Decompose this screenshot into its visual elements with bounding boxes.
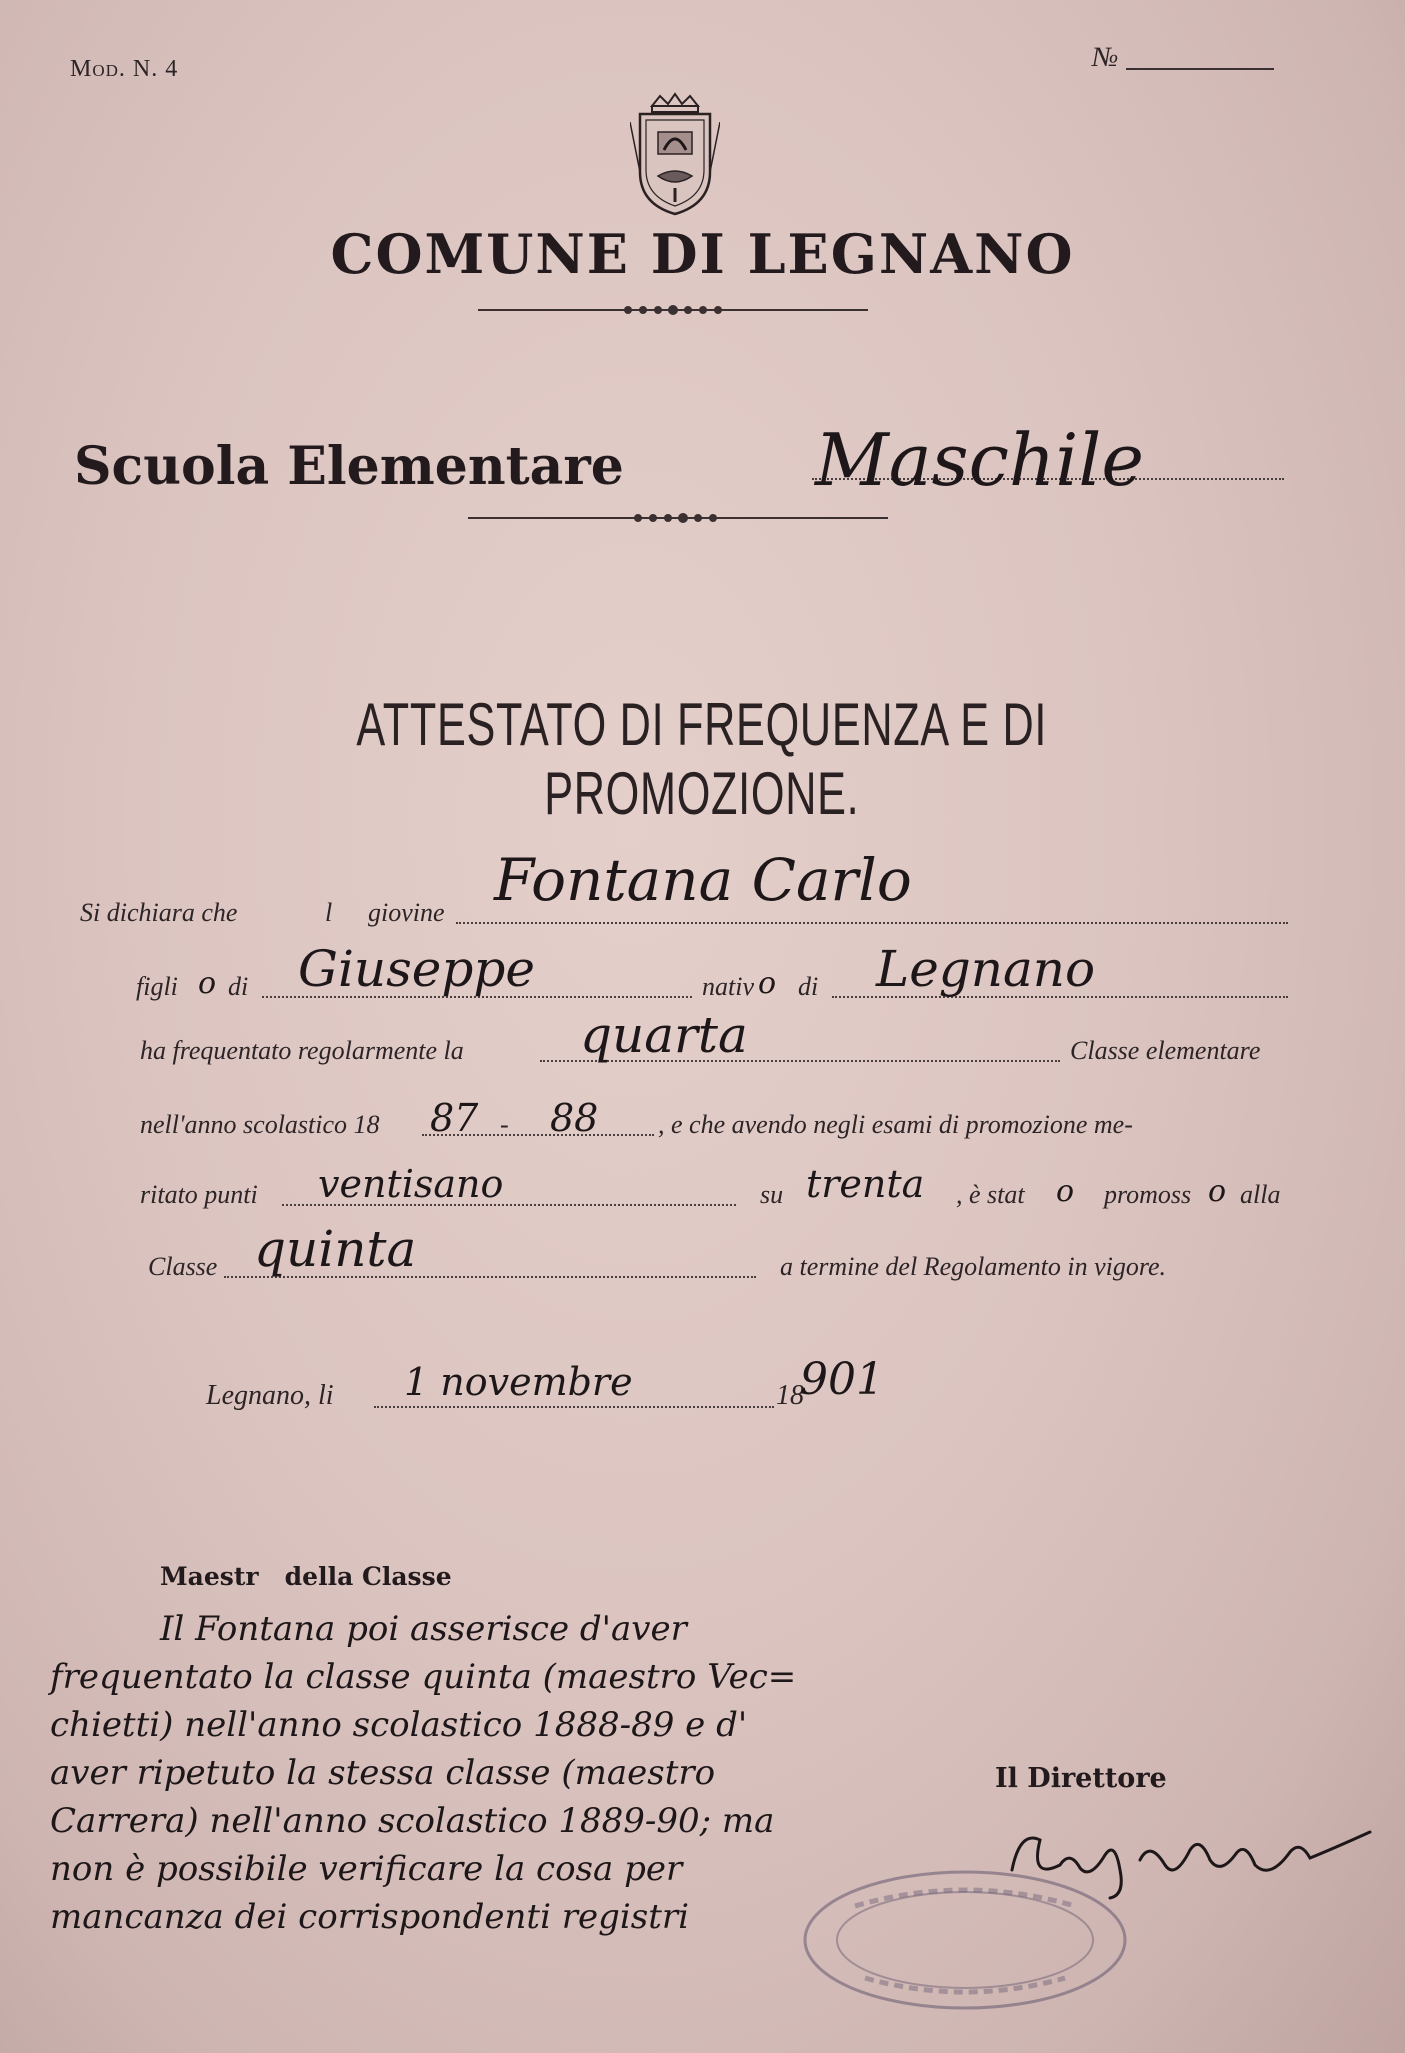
- note-line: Il Fontana poi asserisce d'aver: [160, 1609, 687, 1649]
- year-end: 88: [550, 1096, 599, 1140]
- class-promoted: quinta: [254, 1220, 417, 1278]
- line1-fill: [456, 922, 1288, 924]
- line4-prefix: nell'anno scolastico 18: [140, 1110, 380, 1139]
- line5-prefix: ritato punti: [140, 1180, 258, 1209]
- line2-di: di: [228, 972, 249, 1001]
- line2-o2: o: [758, 966, 777, 1001]
- coat-of-arms-icon: [630, 92, 720, 222]
- line5-alla: alla: [1240, 1180, 1281, 1209]
- note-line: frequentato la classe quinta (maestro Vec=: [50, 1657, 797, 1697]
- number-label: №: [1092, 42, 1119, 73]
- line4-suffix: , e che avendo negli esami di promozione me-: [658, 1110, 1133, 1139]
- line6-prefix: Classe: [148, 1252, 218, 1281]
- ornament-divider-1: [478, 300, 868, 320]
- note-line: Carrera) nell'anno scolastico 1889-90; ma: [50, 1801, 775, 1841]
- ornament-divider-2: [468, 508, 888, 528]
- line1-giovine: giovine: [368, 898, 445, 927]
- note-line: chietti) nell'anno scolastico 1888-89 e d': [50, 1705, 748, 1745]
- line2-nativ: nativ: [702, 972, 754, 1001]
- line3-prefix: ha frequentato regolarmente la: [140, 1036, 464, 1065]
- points-total: trenta: [806, 1162, 925, 1206]
- birthplace: Legnano: [876, 940, 1096, 998]
- line5-o1: o: [1056, 1174, 1075, 1209]
- note-line: mancanza dei corrispondenti registri: [50, 1897, 690, 1937]
- line1-article: l: [325, 898, 333, 927]
- line4-fill: [422, 1134, 654, 1136]
- line5-stat: , è stat: [956, 1180, 1025, 1209]
- municipality-title: COMUNE DI LEGNANO: [330, 222, 1075, 286]
- teacher-label: Maestr della Classe: [160, 1562, 452, 1591]
- year-dash: -: [500, 1110, 509, 1139]
- line5-o2: o: [1208, 1174, 1227, 1209]
- line5-su: su: [760, 1180, 784, 1209]
- line3-suffix: Classe elementare: [1070, 1036, 1261, 1065]
- class-attended: quarta: [580, 1006, 748, 1064]
- line5-promoss: promoss: [1104, 1180, 1192, 1209]
- points-earned: ventisano: [318, 1162, 504, 1206]
- date-year-prefix: 18: [776, 1380, 804, 1411]
- year-start: 87: [430, 1096, 479, 1140]
- number-blank-line: [1126, 68, 1274, 70]
- note-line: aver ripetuto la stessa classe (maestro: [50, 1753, 716, 1793]
- student-name: Fontana Carlo: [494, 846, 912, 914]
- date-year-handwritten: 901: [800, 1354, 884, 1405]
- school-label: Scuola Elementare: [74, 436, 624, 497]
- line2-o1: o: [198, 966, 217, 1001]
- line2-figli: figli: [136, 972, 178, 1001]
- school-stamp-icon: [795, 1860, 1135, 2020]
- line2-di2: di: [798, 972, 819, 1001]
- model-number: Mod. N. 4: [70, 56, 179, 82]
- date-fill: [374, 1406, 774, 1408]
- date-day-month: 1 novembre: [404, 1360, 633, 1404]
- school-type-handwritten: Maschile: [815, 418, 1144, 502]
- line1-prefix: Si dichiara che: [80, 898, 238, 927]
- certificate-title: ATTESTATO DI FREQUENZA E DI PROMOZIONE.: [356, 691, 1048, 827]
- date-place: Legnano, li: [206, 1380, 334, 1411]
- father-name: Giuseppe: [298, 940, 535, 998]
- note-line: non è possibile verificare la cosa per: [50, 1849, 683, 1889]
- director-label: Il Direttore: [995, 1763, 1167, 1794]
- line6-suffix: a termine del Regolamento in vigore.: [780, 1252, 1167, 1281]
